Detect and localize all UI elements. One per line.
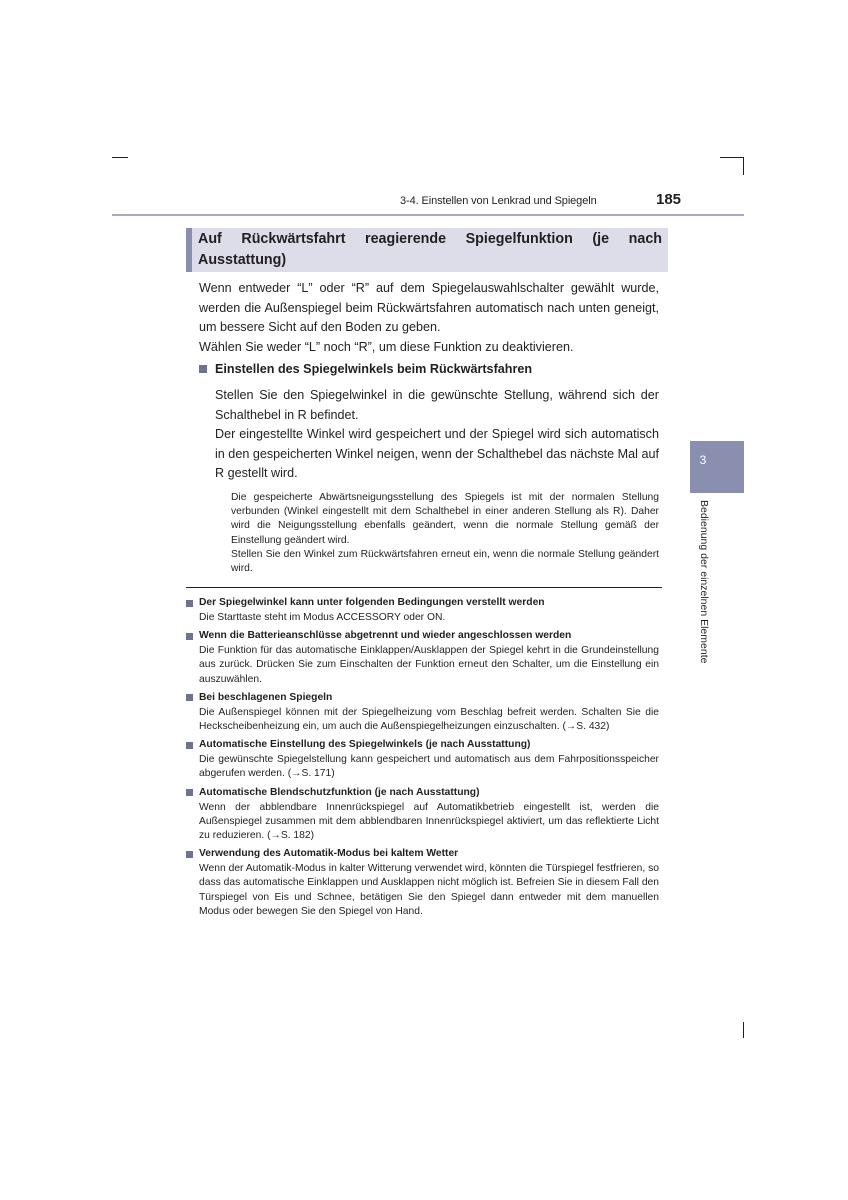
running-title: 3-4. Einstellen von Lenkrad und Spiegeln: [400, 195, 597, 207]
intro-paragraph: Wenn entweder “L” oder “R” auf dem Spiegelauswahlschalter gewählt wurde, werden die Außenspiegel beim Rückwärtsfahren automatisch nach unten geneigt, um bessere Sicht auf den Boden zu geben.: [199, 281, 659, 334]
square-bullet-icon: [186, 694, 193, 701]
note-text: Die Funktion für das automatische Einklappen/Ausklappen der Spiegel kehrt in die Grundeinstellung aus zurück. Drücken Sie zum Einschalten der Funktion erneut den Schalter, um die Einstellung ein auszuwählen.: [199, 645, 659, 685]
square-bullet-icon: [186, 742, 193, 749]
chapter-label: Bedienung der einzelnen Elemente: [698, 500, 710, 664]
square-bullet-icon: [186, 851, 193, 858]
section-title: Auf Rückwärtsfahrt reagierende Spiegelfunktion (je nach Ausstattung): [198, 231, 662, 268]
note-text: Die Starttaste steht im Modus ACCESSORY oder ON.: [199, 612, 446, 623]
square-bullet-icon: [199, 365, 207, 373]
subsection-paragraph: Stellen Sie den Spiegelwinkel in die gewünschte Stellung, während sich der Schalthebel in R befindet.: [215, 388, 659, 422]
subsection-body: [215, 386, 659, 484]
note-paragraph: Stellen Sie den Winkel zum Rückwärtsfahren erneut ein, wenn die normale Stellung geändert wird.: [231, 548, 659, 575]
note-heading: Automatische Blendschutzfunktion (je nach Ausstattung): [186, 785, 659, 801]
note-heading: Verwendung des Automatik-Modus bei kaltem Wetter: [186, 846, 659, 862]
note-heading: Wenn die Batterieanschlüsse abgetrennt und wieder angeschlossen werden: [186, 628, 659, 644]
crop-mark-top-right-v: [743, 157, 744, 175]
note-text: Wenn der abblendbare Innenrückspiegel auf Automatikbetrieb eingestellt ist, werden die Außenspiegel zusammen mit dem abblendbaren Innenrückspiegel aktiviert, um das reflektierte Licht zu reduzieren. (→S. 182): [199, 801, 659, 842]
note-heading: Automatische Einstellung des Spiegelwinkels (je nach Ausstattung): [186, 737, 659, 753]
note-heading: Der Spiegelwinkel kann unter folgenden Bedingungen verstellt werden: [186, 595, 659, 611]
page-number: 185: [656, 191, 682, 208]
note-text: Die gewünschte Spiegelstellung kann gespeichert und automatisch aus dem Fahrpositionsspeicher abgerufen werden. (→S. 171): [199, 754, 659, 780]
note-heading: Bei beschlagenen Spiegeln: [186, 690, 659, 706]
crop-mark-bottom-right: [743, 1022, 744, 1038]
note-paragraph: Die gespeicherte Abwärtsneigungsstellung des Spiegels ist mit der normalen Stellung verbunden (Winkel eingestellt mit dem Schalthebel in einer anderen Stellung als R). Daher wird die Neigungsstellung ebenfalls geändert, wenn die normale Stellung gemäß der Einstellung geändert wird.: [231, 492, 659, 546]
square-bullet-icon: [186, 600, 193, 607]
chapter-tab: [690, 441, 744, 493]
crop-mark-top-left: [112, 157, 128, 158]
intro-paragraph: Wählen Sie weder “L” noch “R”, um diese Funktion zu deaktivieren.: [199, 339, 574, 354]
subsection-heading: [199, 362, 532, 376]
chapter-number: 3: [699, 453, 707, 467]
section-title-box: [186, 228, 668, 272]
subsection-paragraph: Der eingestellte Winkel wird gespeichert und der Spiegel wird sich automatisch in den gespeicherten Winkel neigen, wenn der Schalthebel das nächste Mal auf R gestellt wird.: [215, 427, 659, 480]
square-bullet-icon: [186, 789, 193, 796]
subsection-heading-text: Einstellen des Spiegelwinkels beim Rückwärtsfahren: [215, 362, 533, 376]
notes-divider: [186, 587, 662, 588]
subsection-note: [231, 491, 659, 576]
square-bullet-icon: [186, 633, 193, 640]
section-intro: [199, 279, 659, 357]
note-text: Die Außenspiegel können mit der Spiegelheizung vom Beschlag befreit werden. Schalten Sie die Heckscheibenheizung ein, um auch die Außenspiegelheizungen einzuschalten. (→S. 432): [199, 706, 659, 733]
notes-list: [186, 595, 659, 922]
header-rule: [112, 214, 744, 216]
crop-mark-top-right-h: [720, 157, 744, 158]
note-text: Wenn der Automatik-Modus in kalter Witterung verwendet wird, könnten die Türspiegel festfrieren, so dass das automatische Einklappen und Ausklappen nicht möglich ist. Befreien Sie in diesem Fall den Türspiegel von Eis und Schnee, betätigen Sie den Spiegel dann entweder mit dem manuellen Modus oder bewegen Sie den Spiegel von Hand.: [199, 863, 659, 917]
